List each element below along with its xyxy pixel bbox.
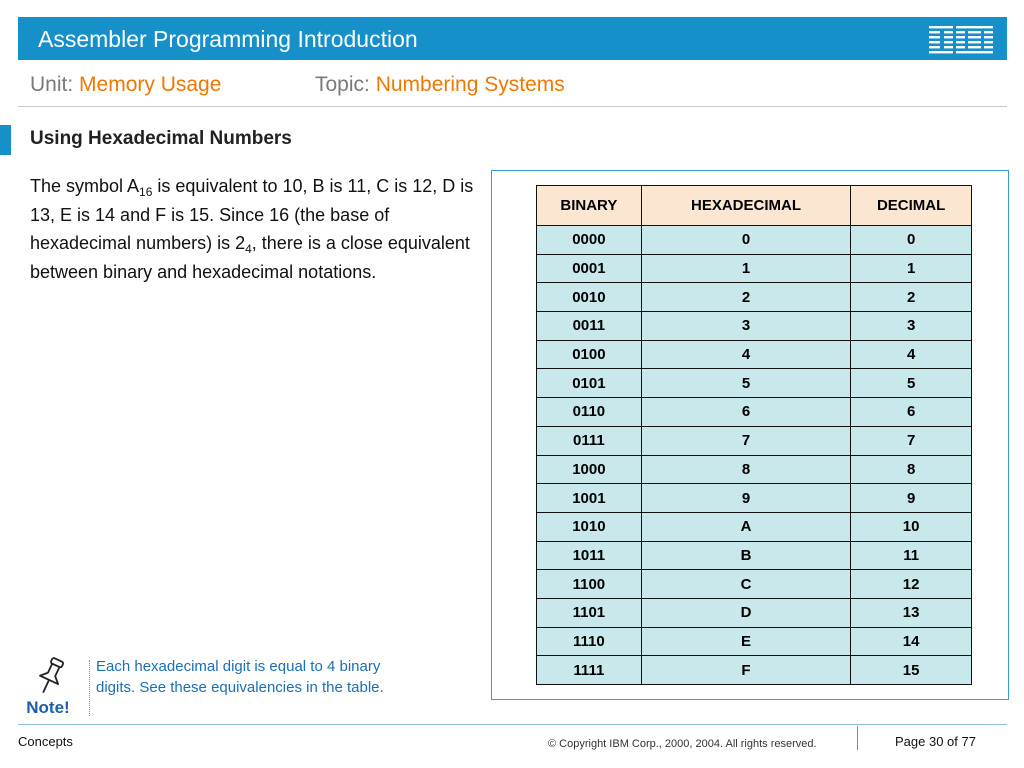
footer-section-label: Concepts bbox=[18, 734, 73, 749]
cell-hexadecimal: E bbox=[641, 627, 850, 656]
table-row bbox=[537, 598, 972, 627]
table-row bbox=[537, 627, 972, 656]
cell-binary: 0001 bbox=[537, 254, 642, 283]
cell-decimal: 7 bbox=[851, 426, 972, 455]
unit-value: Memory Usage bbox=[79, 73, 222, 96]
cell-decimal: 2 bbox=[851, 283, 972, 312]
cell-decimal: 4 bbox=[851, 340, 972, 369]
cell-hexadecimal: B bbox=[641, 541, 850, 570]
table-row bbox=[537, 340, 972, 369]
cell-hexadecimal: 7 bbox=[641, 426, 850, 455]
table-row bbox=[537, 656, 972, 685]
table-row bbox=[537, 426, 972, 455]
equivalence-table bbox=[536, 185, 972, 685]
subheader-divider bbox=[18, 106, 1007, 107]
cell-decimal: 14 bbox=[851, 627, 972, 656]
cell-binary: 0000 bbox=[537, 226, 642, 255]
topic-value: Numbering Systems bbox=[375, 73, 565, 96]
cell-decimal: 6 bbox=[851, 398, 972, 427]
footer-separator bbox=[857, 726, 858, 750]
cell-decimal: 11 bbox=[851, 541, 972, 570]
topic-group bbox=[315, 73, 565, 97]
page-number: Page 30 of 77 bbox=[895, 734, 976, 749]
section-accent-bar bbox=[0, 125, 11, 155]
cell-binary: 1111 bbox=[537, 656, 642, 685]
cell-hexadecimal: 0 bbox=[641, 226, 850, 255]
table-row bbox=[537, 512, 972, 541]
cell-hexadecimal: 3 bbox=[641, 312, 850, 341]
footer-divider bbox=[18, 724, 1007, 725]
cell-binary: 0010 bbox=[537, 283, 642, 312]
unit-topic-line bbox=[30, 73, 565, 97]
table-row bbox=[537, 369, 972, 398]
cell-binary: 1011 bbox=[537, 541, 642, 570]
cell-decimal: 5 bbox=[851, 369, 972, 398]
presentation-title: Assembler Programming Introduction bbox=[38, 26, 418, 52]
cell-decimal: 0 bbox=[851, 226, 972, 255]
cell-hexadecimal: F bbox=[641, 656, 850, 685]
cell-binary: 1100 bbox=[537, 570, 642, 599]
cell-decimal: 3 bbox=[851, 312, 972, 341]
cell-binary: 0011 bbox=[537, 312, 642, 341]
cell-binary: 0101 bbox=[537, 369, 642, 398]
table-row bbox=[537, 570, 972, 599]
title-bar bbox=[18, 17, 1007, 60]
cell-binary: 1101 bbox=[537, 598, 642, 627]
table-row bbox=[537, 283, 972, 312]
body-text-part-1: The symbol A bbox=[30, 176, 140, 196]
cell-decimal: 9 bbox=[851, 484, 972, 513]
table-row bbox=[537, 484, 972, 513]
cell-hexadecimal: 2 bbox=[641, 283, 850, 312]
table-row bbox=[537, 226, 972, 255]
cell-hexadecimal: 1 bbox=[641, 254, 850, 283]
note-icon-label: Note! bbox=[26, 698, 70, 717]
section-heading: Using Hexadecimal Numbers bbox=[30, 128, 292, 149]
table-row bbox=[537, 455, 972, 484]
cell-hexadecimal: 4 bbox=[641, 340, 850, 369]
ibm-logo-icon bbox=[929, 24, 993, 54]
body-text-part-2: is equivalent to 10, B is 11, C is 12, D is 13, E is 14 and F is 15. Since 16 (the base of hexadecimal numbers) is 2 bbox=[30, 176, 474, 253]
cell-binary: 0100 bbox=[537, 340, 642, 369]
cell-decimal: 15 bbox=[851, 656, 972, 685]
table-body bbox=[537, 226, 972, 685]
unit-label: Unit: bbox=[30, 73, 74, 96]
cell-binary: 1000 bbox=[537, 455, 642, 484]
header-hexadecimal: HEXADECIMAL bbox=[641, 186, 850, 226]
body-subscript-4: 4 bbox=[245, 242, 252, 256]
header-decimal: DECIMAL bbox=[851, 186, 972, 226]
table-row bbox=[537, 541, 972, 570]
cell-decimal: 1 bbox=[851, 254, 972, 283]
cell-decimal: 8 bbox=[851, 455, 972, 484]
cell-hexadecimal: A bbox=[641, 512, 850, 541]
body-paragraph bbox=[30, 172, 480, 286]
table-row bbox=[537, 398, 972, 427]
cell-hexadecimal: D bbox=[641, 598, 850, 627]
cell-hexadecimal: 6 bbox=[641, 398, 850, 427]
body-subscript-16: 16 bbox=[139, 185, 153, 199]
topic-label: Topic: bbox=[315, 73, 370, 96]
cell-decimal: 10 bbox=[851, 512, 972, 541]
cell-hexadecimal: C bbox=[641, 570, 850, 599]
cell-binary: 0111 bbox=[537, 426, 642, 455]
table-row bbox=[537, 254, 972, 283]
cell-decimal: 13 bbox=[851, 598, 972, 627]
cell-decimal: 12 bbox=[851, 570, 972, 599]
cell-binary: 1110 bbox=[537, 627, 642, 656]
note-text: Each hexadecimal digit is equal to 4 binary digits. See these equivalencies in the table. bbox=[96, 658, 384, 696]
table-header-row bbox=[537, 186, 972, 226]
cell-binary: 0110 bbox=[537, 398, 642, 427]
body-text-part-3: , there is a close equivalent between binary and hexadecimal notations. bbox=[30, 233, 470, 282]
header-binary: BINARY bbox=[537, 186, 642, 226]
pushpin-note-icon bbox=[18, 655, 80, 717]
table-row bbox=[537, 312, 972, 341]
cell-hexadecimal: 9 bbox=[641, 484, 850, 513]
cell-binary: 1010 bbox=[537, 512, 642, 541]
footer-copyright: © Copyright IBM Corp., 2000, 2004. All rights reserved. bbox=[548, 738, 817, 750]
note-divider bbox=[89, 660, 90, 716]
cell-hexadecimal: 5 bbox=[641, 369, 850, 398]
cell-hexadecimal: 8 bbox=[641, 455, 850, 484]
cell-binary: 1001 bbox=[537, 484, 642, 513]
